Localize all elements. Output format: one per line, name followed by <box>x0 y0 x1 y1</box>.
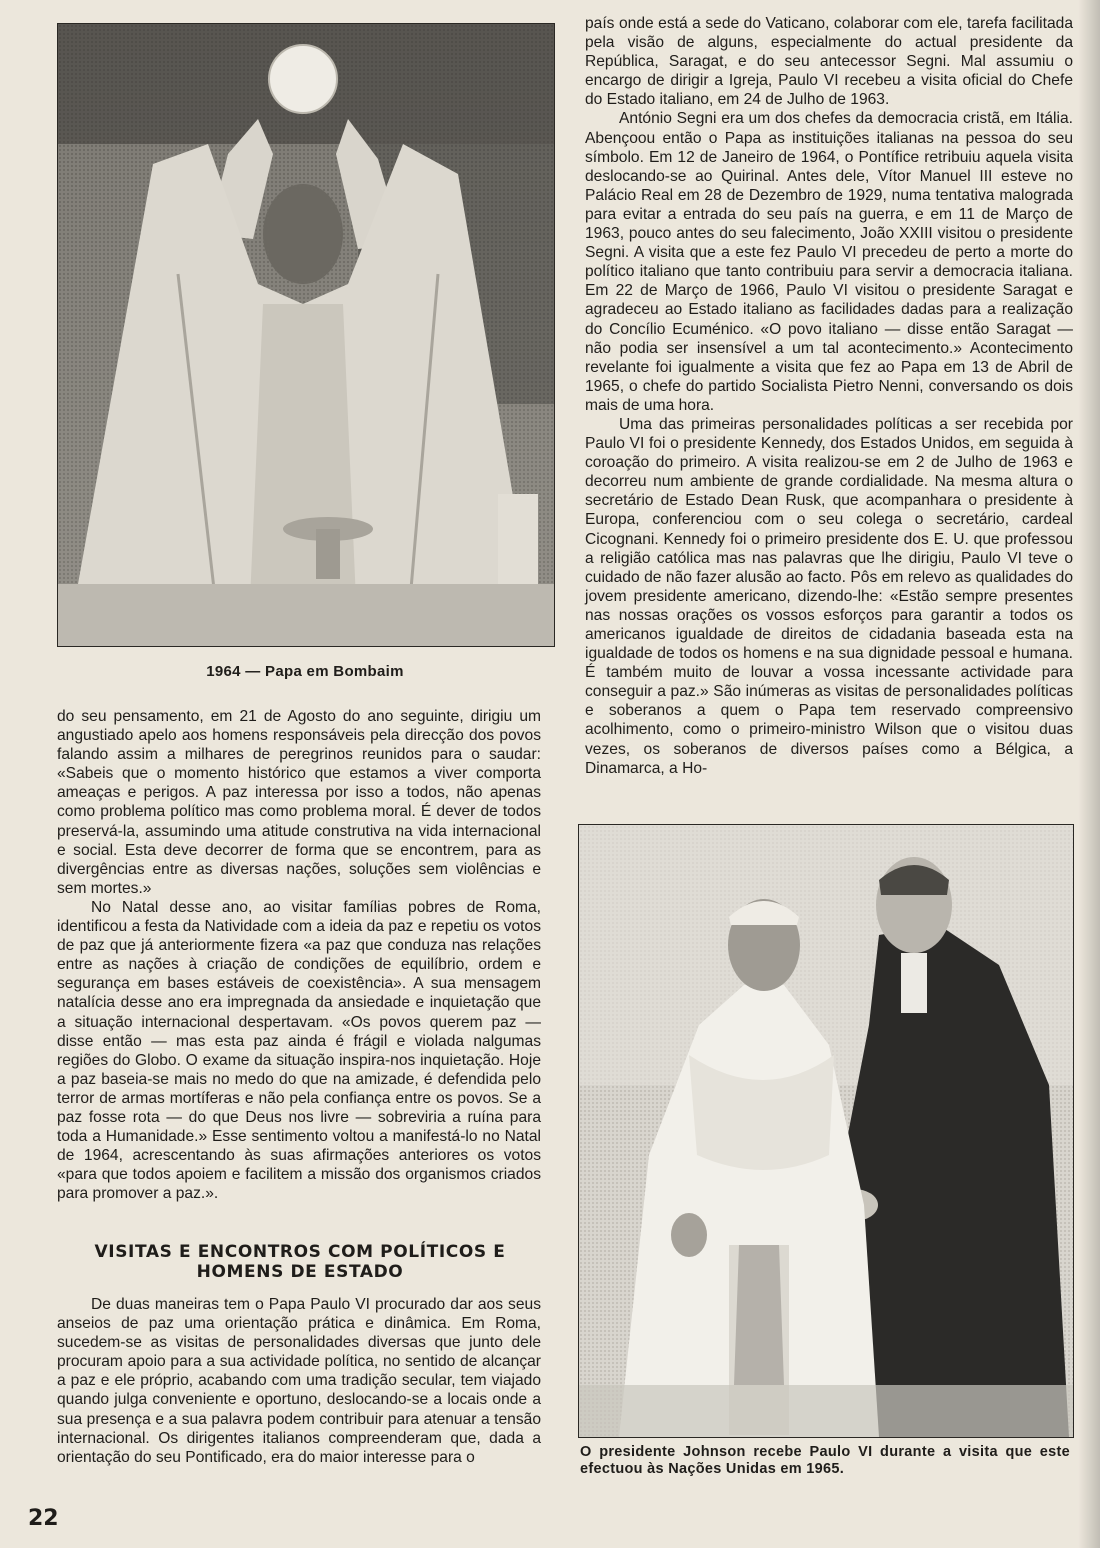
left-paragraph-3: De duas maneiras tem o Papa Paulo VI procurado dar aos seus anseios de paz uma orientação prática e dinâmica. Em Roma, sucedem-se as visitas de personalidades diversas que junto dele procuram apoio para a sua actividade política, no sentido de alcançar a paz e ele próprio, acabando com uma tradição secular, tem viajado quando julga conveniente e oportuno, deslocando-se a locais onde a sua presença e a sua palavra podem contribuir para atenuar a tensão internacional. Os dirigentes italianos compreenderam que, dada a orientação do seu Pontificado, era do maior interesse para o <box>57 1296 541 1466</box>
photo-johnson-paul-vi-caption: O presidente Johnson recebe Paulo VI durante a visita que este efectuou às Nações Unidas em 1965. <box>580 1444 1070 1477</box>
left-column <box>57 707 541 1203</box>
right-column <box>585 14 1073 778</box>
left-paragraph-2: No Natal desse ano, ao visitar famílias pobres de Roma, identificou a festa da Natividade com a ideia da paz e repetiu os votos de paz que já anteriormente fizera «a paz que conduza nas relações entre as nações à criação de condições de equilíbrio, ordem e segurança em bases estáveis de coexistência». A sua mensagem natalícia desse ano era impregnada da ansiedade e inquietação que a situação internacional despertavam. «Os povos querem paz — disse então — mas esta paz ainda é frágil e violada nalgumas regiões do Globo. O exame da situação inspira-nos inquietação. Hoje a paz baseia-se mais no medo do que na amizade, é defendida pelo terror de armas mortíferas e não pela confiança entre os povos. Se a paz fosse rota — do que Deus nos livre — sobreviria a ruína para toda a Humanidade.» Esse sentimento voltou a manifestá-lo no Natal de 1964, acrescentando às suas afirmações anteriores os votos «para que todos apoiem e facilitem a missão dos organismos criados para promover a paz.». <box>57 898 541 1203</box>
photo-pope-bombay-caption: 1964 — Papa em Bombaim <box>206 663 404 680</box>
section-heading: VISITAS E ENCONTROS COM POLÍTICOS E HOMENS DE ESTADO <box>94 1242 506 1282</box>
right-paragraph-1: país onde está a sede do Vaticano, colaborar com ele, tarefa facilitada pela visão de alguns, especialmente do actual presidente da República, Saragat, e do seu antecessor Segni. Mal assumiu o encargo de dirigir a Igreja, Paulo VI recebeu a visita oficial do Chefe do Estado italiano, em 24 de Julho de 1963. <box>585 15 1073 109</box>
page-edge-shadow <box>1078 0 1100 1548</box>
left-column-lower <box>57 1295 541 1467</box>
left-paragraph-1: do seu pensamento, em 21 de Agosto do ano seguinte, dirigiu um angustiado apelo aos homens responsáveis pela direcção dos povos falando assim a milhares de peregrinos reunidos para o saudar: «Sabeis que o momento histórico que estamos a viver comporta ameaças e perigos. A paz interessa por isso a todos, não apenas como problema político mas como problema moral. É dever de todos preservá-la, assumindo uma atitude construtiva na vida internacional e social. Esta deve decorrer de forma que se encontrem, para as divergências entre as diversas nações, soluções sem violências e sem mortes.» <box>57 708 541 897</box>
photo-pope-bombay <box>57 23 555 647</box>
photo-johnson-paul-vi <box>578 824 1074 1438</box>
page-number: 22 <box>28 1506 59 1531</box>
right-paragraph-3: Uma das primeiras personalidades políticas a ser recebida por Paulo VI foi o presidente Kennedy, dos Estados Unidos, em seguida à coroação do primeiro. A visita realizou-se em 2 de Julho de 1963 e decorreu num ambiente de grande cordialidade. Na mesma altura o secretário de Estado Dean Rusk, que acompanhara o presidente à Europa, conferenciou com o seu colega o secretário, cardeal Cicognani. Kennedy foi o primeiro presidente dos E. U. que professou a religião católica mas nas palavras que lhe dirigiu, Paulo VI teve o cuidado de não fazer alusão ao facto. Pôs em relevo as qualidades do jovem presidente americano, dizendo-lhe: «Estão sempre presentes nas nossas orações os vossos esforços para garantir a todos os americanos igualdade de direitos de cidadania baseada esta na igualdade de todos os homens e na sua dignidade pessoal e humana. É também muito de louvar a vossa incessante actividade para conseguir a paz.» São inúmeras as visitas de personalidades políticas e soberanos a quem o Papa tem reservado compreensivo acolhimento, como o primeiro-ministro Wilson que o visitou duas vezes, os soberanos de diversos países como a Bélgica, a Dinamarca, a Ho- <box>585 415 1073 777</box>
right-paragraph-2: António Segni era um dos chefes da democracia cristã, em Itália. Abençoou então o Papa as instituições italianas na pessoa do seu símbolo. Em 12 de Janeiro de 1964, o Pontífice retribuiu aquela visita deslocando-se ao Quirinal. Antes dele, Vítor Manuel III esteve no Palácio Real em 28 de Dezembro de 1929, numa tentativa malograda para evitar a entrada do seu país na guerra, e em 11 de Março de 1963, pouco antes do seu falecimento, João XXIII visitou o presidente Segni. A visita que a este fez Paulo VI precedeu de perto a morte do político italiano que tanto contribuiu para servir a democracia italiana. Em 22 de Março de 1966, Paulo VI visitou o presidente Saragat e agradeceu ao Estado italiano as facilidades dadas para a realização do Concílio Ecuménico. «O povo italiano — disse então Saragat — não podia ser insensível a um tal acontecimento.» Acontecimento revelante foi igualmente a visita que fez ao Papa em 13 de Abril de 1965, o chefe do partido Socialista Pietro Nenni, conversando os dois mais de uma hora. <box>585 110 1073 414</box>
photo-johnson-paul-vi-image <box>579 825 1073 1437</box>
photo-pope-bombay-image <box>58 24 554 646</box>
